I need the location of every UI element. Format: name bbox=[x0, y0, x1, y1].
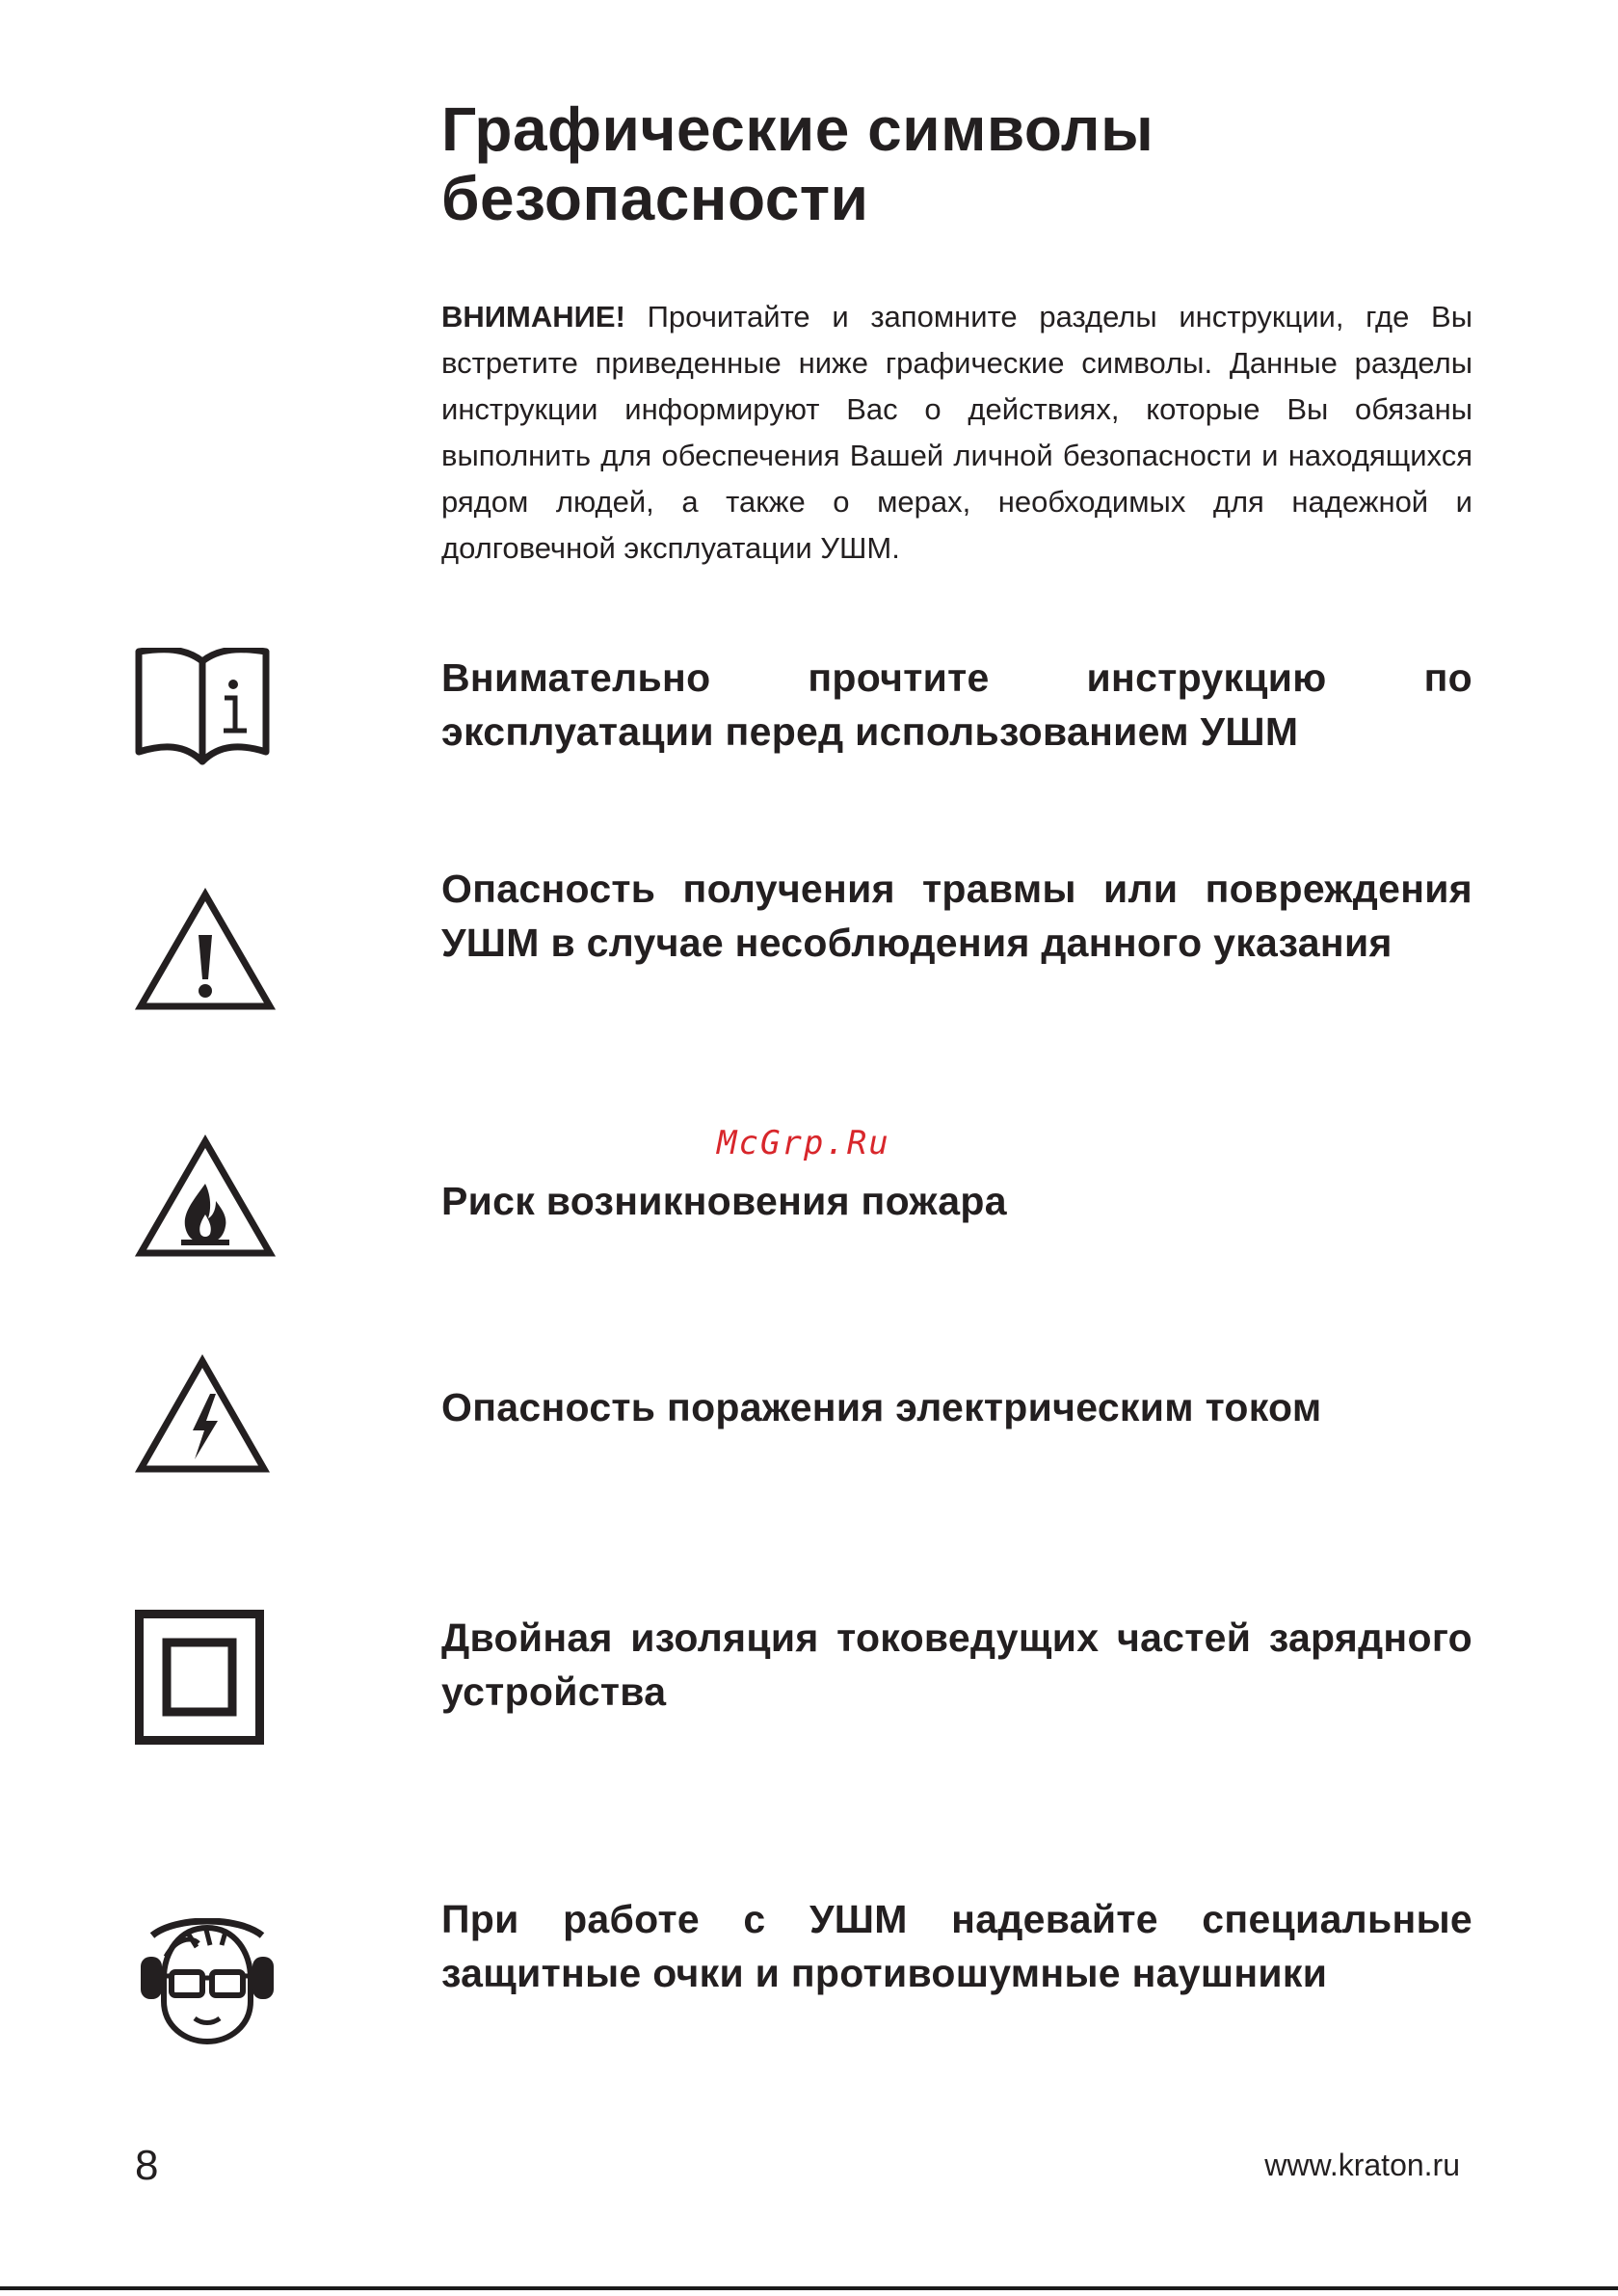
website-link[interactable]: www.kraton.ru bbox=[1264, 2148, 1460, 2182]
symbol-text-insulation: Двойная изоляция токоведущих частей зарядного устройства bbox=[441, 1615, 1472, 1714]
intro-paragraph bbox=[441, 294, 1472, 572]
goggles-earmuffs-icon bbox=[137, 1918, 278, 2047]
bottom-rule bbox=[0, 2286, 1618, 2290]
page-number: 8 bbox=[135, 2142, 159, 2189]
intro-body: Прочитайте и запомните разделы инструкции, где Вы встретите приведенные ниже графические символы. Данные разделы инструкции информируют Вас о действиях, которые Вы обязаны выполнить для обеспечения Вашей личной безопасности и находящихся рядом людей, а также о мерах, необходимых для надежной и долговечной эксплуатации УШМ. bbox=[441, 300, 1472, 565]
symbol-text-fire: Риск возникновения пожара bbox=[441, 1179, 1007, 1223]
page-title: Графические символы безопасности bbox=[441, 94, 1154, 233]
warning-triangle-icon bbox=[135, 887, 276, 1012]
electric-shock-icon bbox=[135, 1353, 270, 1475]
symbol-text-electric: Опасность поражения электрическим током bbox=[441, 1385, 1322, 1429]
fire-hazard-icon bbox=[135, 1134, 276, 1259]
intro-lead: ВНИМАНИЕ! bbox=[441, 300, 625, 334]
manual-book-icon bbox=[135, 648, 270, 767]
symbol-text-warning: Опасность получения травмы или повреждения УШМ в случае несоблюдения данного указания bbox=[441, 867, 1472, 965]
symbol-text-ppe: При работе с УШМ надевайте специальные защитные очки и противошумные наушники bbox=[441, 1897, 1472, 1995]
symbol-text-manual: Внимательно прочтите инструкцию по эксплуатации перед использованием УШМ bbox=[441, 655, 1472, 754]
watermark: McGrp.Ru bbox=[717, 1124, 890, 1162]
double-insulation-icon bbox=[135, 1610, 264, 1745]
